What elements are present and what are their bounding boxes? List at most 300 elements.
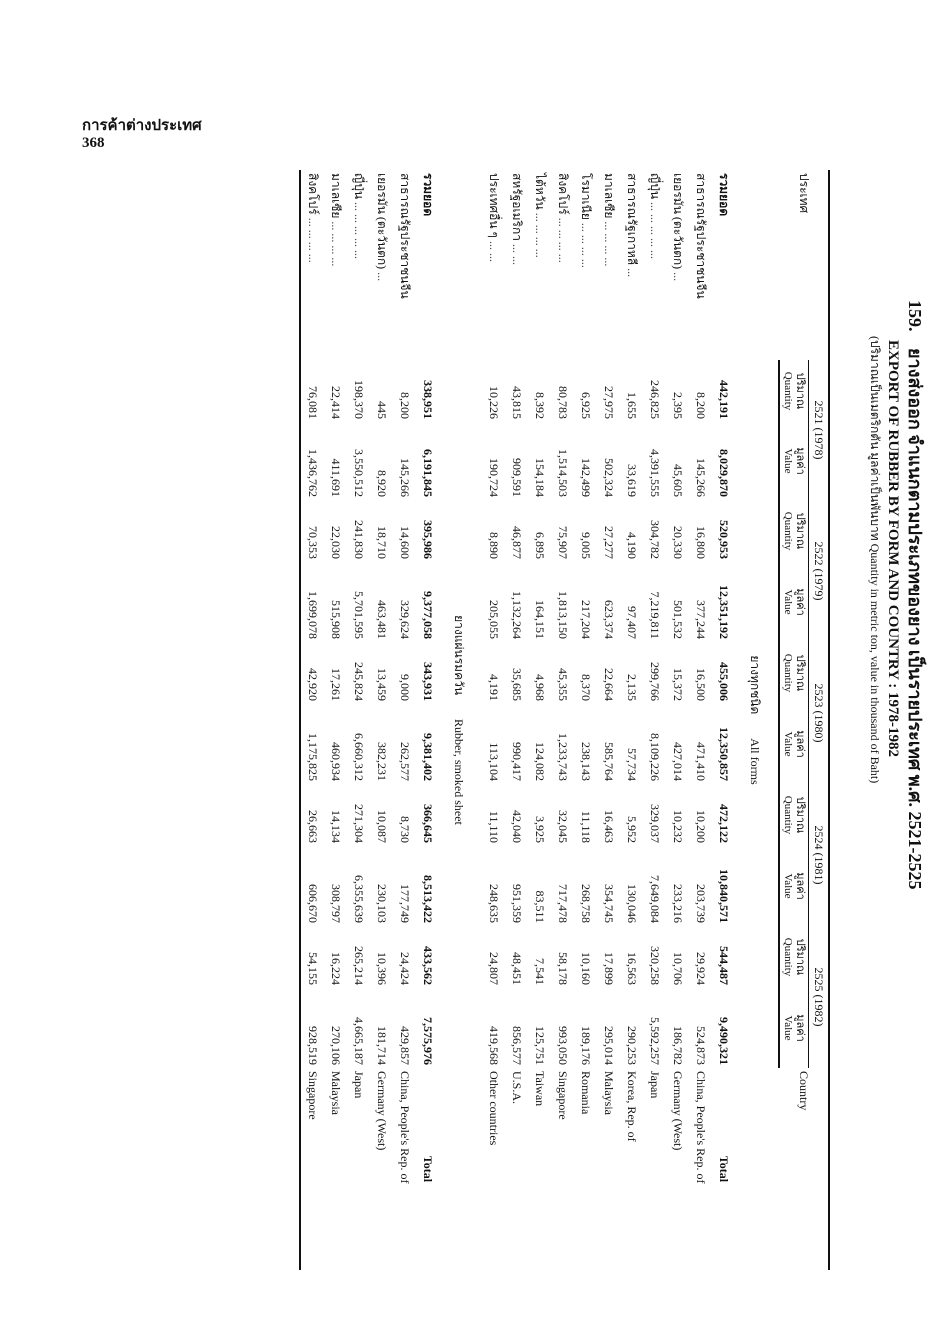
quantity-cell: 17,899: [601, 952, 616, 985]
country-name-english: Other countries: [486, 1071, 501, 1146]
country-name-english: U.S.A.: [509, 1071, 524, 1105]
header-country-thai: ประเทศ: [779, 170, 829, 360]
quantity-cell: 13,459: [374, 668, 389, 701]
leader-dots: ... ... ... ...: [305, 217, 320, 263]
leader-dots: ... ... ... ... ...: [647, 202, 662, 260]
value-cell: 233,216: [670, 884, 685, 923]
header-value-thai: มูลค่า: [794, 730, 806, 758]
value-cell: 411,691: [328, 458, 343, 497]
header-value-thai: มูลค่า: [794, 447, 806, 475]
leader-dots: ... ... ... ...: [532, 212, 547, 258]
quantity-cell: 472,122: [716, 804, 731, 843]
quantity-cell: 16,463: [601, 810, 616, 843]
quantity-cell: 338,951: [420, 380, 435, 419]
quantity-cell: 22,664: [601, 668, 616, 701]
country-name-english: Japan: [351, 1071, 366, 1099]
country-name-english: Singapore: [300, 1068, 324, 1270]
country-name-thai: [689, 170, 712, 360]
country-name-thai: [324, 170, 347, 360]
country-thai-label: เยอรมัน (ตะวันตก): [670, 173, 685, 270]
title-english: EXPORT OF RUBBER BY FORM AND COUNTRY : 1978-1982: [885, 340, 901, 758]
table-body: [300, 170, 779, 1270]
table-row: [324, 170, 347, 1270]
country-name-english: Malaysia: [601, 1071, 616, 1115]
country-name-english: Germany (West): [374, 1071, 389, 1151]
leader-dots: ... ...: [486, 241, 501, 262]
table-row: [666, 170, 689, 1270]
header-country-english: Country: [779, 1068, 829, 1270]
page-header: [82, 118, 202, 153]
table-row: [482, 170, 505, 1270]
country-thai-label: ญี่ปุ่น: [647, 173, 662, 200]
country-name-thai: [551, 170, 574, 360]
quantity-cell: 10,226: [486, 386, 501, 419]
country-thai-label: สิงคโปร์: [555, 173, 570, 215]
value-cell: 113,104: [486, 742, 501, 781]
quantity-cell: 455,006: [716, 662, 731, 701]
quantity-cell: 544,487: [716, 946, 731, 985]
quantity-cell: 11,118: [578, 810, 593, 843]
value-cell: 308,797: [328, 884, 343, 923]
quantity-cell: 329,037: [647, 804, 662, 843]
value-cell: 8,029,870: [716, 449, 731, 497]
header-quantity: [779, 360, 809, 422]
header-quantity-thai: ปริมาณ: [794, 654, 806, 692]
quantity-cell: 22,030: [328, 526, 343, 559]
value-cell: 295,014: [601, 1026, 616, 1065]
quantity-cell: 24,424: [397, 952, 412, 985]
value-cell: 186,782: [670, 1026, 685, 1065]
value-cell: 10,840,571: [716, 869, 731, 923]
quantity-cell: 241,830: [351, 520, 366, 559]
value-cell: 7,649,084: [647, 875, 662, 923]
quantity-cell: 20,330: [670, 526, 685, 559]
header-value-thai: มูลค่า: [794, 588, 806, 616]
leader-dots: ...: [670, 272, 685, 282]
value-cell: 238,143: [578, 742, 593, 781]
country-thai-label: ไต้หวัน: [532, 173, 547, 210]
value-cell: 12,351,192: [716, 585, 731, 639]
value-cell: 1,233,743: [555, 733, 570, 781]
quantity-cell: 27,277: [601, 526, 616, 559]
quantity-cell: 54,155: [300, 926, 324, 988]
country-name-english: Malaysia: [328, 1071, 343, 1115]
country-thai-label: รวมยอด: [420, 173, 435, 217]
quantity-cell: 442,191: [716, 380, 731, 419]
value-cell: 606,670: [300, 846, 324, 926]
value-cell: 164,151: [532, 600, 547, 639]
value-cell: 377,244: [693, 600, 708, 639]
country-name-thai: [712, 170, 735, 360]
country-name-thai: [393, 170, 416, 360]
value-cell: 290,253: [624, 1026, 639, 1065]
header-quantity: [779, 926, 809, 988]
quantity-cell: 18,710: [374, 526, 389, 559]
country-thai-label: สหรัฐอเมริกา: [509, 173, 524, 241]
quantity-cell: 198,370: [351, 380, 366, 419]
country-name-english: Japan: [647, 1071, 662, 1099]
header-value-english: Value: [781, 873, 794, 899]
quantity-cell: 6,895: [532, 532, 547, 559]
value-cell: 145,266: [693, 458, 708, 497]
header-row-years: [809, 170, 830, 1270]
quantity-cell: 4,190: [624, 532, 639, 559]
leader-dots: ...: [624, 268, 639, 278]
header-value-english: Value: [781, 448, 794, 474]
quantity-cell: 8,200: [397, 392, 412, 419]
table-row: [300, 170, 324, 1270]
value-cell: 6,660,312: [351, 733, 366, 781]
value-cell: 268,758: [578, 884, 593, 923]
table-row: [551, 170, 574, 1270]
header-quantity-english: Quantity: [781, 371, 794, 411]
country-thai-label: สาธารณรัฐประชาชนจีน: [397, 173, 412, 299]
section-label-english: Rubber, smoked sheet: [451, 719, 466, 825]
quantity-cell: 520,953: [716, 520, 731, 559]
country-name-english: Total: [716, 1155, 731, 1183]
country-thai-label: สิงคโปร์: [305, 173, 320, 215]
header-quantity-thai: ปริมาณ: [794, 938, 806, 976]
quantity-cell: 10,232: [670, 810, 685, 843]
quantity-cell: 17,261: [328, 668, 343, 701]
quantity-cell: 29,924: [693, 952, 708, 985]
quantity-cell: 9,000: [397, 674, 412, 701]
country-name-english: Germany (West): [670, 1071, 685, 1151]
quantity-cell: 70,353: [300, 500, 324, 562]
value-cell: 585,764: [601, 742, 616, 781]
quantity-cell: 265,214: [351, 946, 366, 985]
country-thai-label: ประเทศอื่น ๆ: [486, 173, 501, 238]
section-header-row: [735, 170, 779, 1270]
quantity-cell: 299,766: [647, 662, 662, 701]
quantity-cell: 46,877: [509, 526, 524, 559]
quantity-cell: 58,178: [555, 952, 570, 985]
header-year: 2522 (1979): [809, 500, 830, 642]
table-row: [347, 170, 370, 1270]
country-name-thai: [416, 170, 439, 360]
value-cell: 248,635: [486, 884, 501, 923]
value-cell: 856,577: [509, 1026, 524, 1065]
rotated-table-region: [180, 170, 940, 1270]
quantity-cell: 343,931: [420, 662, 435, 701]
value-cell: 9,381,402: [420, 733, 435, 781]
country-name-english: Taiwan: [532, 1071, 547, 1107]
value-cell: 45,605: [670, 464, 685, 497]
page-number: 368: [82, 135, 105, 152]
value-cell: 5,592,257: [647, 1017, 662, 1065]
header-quantity-thai: ปริมาณ: [794, 512, 806, 550]
header-quantity-thai: ปริมาณ: [794, 796, 806, 834]
country-thai-label: ญี่ปุ่น: [351, 173, 366, 200]
country-thai-label: รวมยอด: [716, 173, 731, 217]
value-cell: 205,055: [486, 600, 501, 639]
quantity-cell: 7,541: [532, 958, 547, 985]
country-name-thai: [528, 170, 551, 360]
quantity-cell: 8,370: [578, 674, 593, 701]
quantity-cell: 26,663: [300, 784, 324, 846]
quantity-cell: 8,392: [532, 392, 547, 419]
header-value-thai: มูลค่า: [794, 872, 806, 900]
value-cell: 1,132,264: [509, 591, 524, 639]
value-cell: 990,417: [509, 742, 524, 781]
quantity-cell: 35,685: [509, 668, 524, 701]
header-quantity-english: Quantity: [781, 653, 794, 693]
section-header-row: [439, 170, 482, 1270]
value-cell: 501,532: [670, 600, 685, 639]
leader-dots: ... ... ... ...: [601, 221, 616, 267]
country-name-thai: [482, 170, 505, 360]
header-value-english: Value: [781, 731, 794, 757]
value-cell: 33,619: [624, 464, 639, 497]
value-cell: 951,359: [509, 884, 524, 923]
header-value: [779, 704, 809, 784]
quantity-cell: 48,451: [509, 952, 524, 985]
header-year: 2524 (1981): [809, 784, 830, 926]
quantity-cell: 15,372: [670, 668, 685, 701]
header-value-english: Value: [781, 1015, 794, 1041]
value-cell: 154,184: [532, 458, 547, 497]
quantity-cell: 14,600: [397, 526, 412, 559]
quantity-cell: 246,825: [647, 380, 662, 419]
country-name-english: Total: [420, 1155, 435, 1183]
header-quantity-thai: ปริมาณ: [794, 372, 806, 410]
value-cell: 354,745: [601, 884, 616, 923]
value-cell: 230,103: [374, 884, 389, 923]
quantity-cell: 43,815: [509, 386, 524, 419]
value-cell: 460,934: [328, 742, 343, 781]
value-cell: 203,739: [693, 884, 708, 923]
quantity-cell: 6,925: [578, 392, 593, 419]
section-label: [439, 170, 482, 1270]
value-cell: 177,749: [397, 884, 412, 923]
country-thai-label: สาธารณรัฐประชาชนจีน: [693, 173, 708, 299]
value-cell: 3,550,512: [351, 449, 366, 497]
value-cell: 928,519: [300, 988, 324, 1068]
country-name-english: Singapore: [555, 1071, 570, 1120]
value-cell: 1,436,762: [300, 422, 324, 500]
quantity-cell: 10,160: [578, 952, 593, 985]
quantity-cell: 3,925: [532, 816, 547, 843]
quantity-cell: 395,986: [420, 520, 435, 559]
header-value: [779, 988, 809, 1068]
leader-dots: ... ... ... ...: [555, 217, 570, 263]
quantity-cell: 445: [374, 401, 389, 419]
value-cell: 623,374: [601, 600, 616, 639]
value-cell: 83,511: [532, 890, 547, 923]
value-cell: 1,514,503: [555, 449, 570, 497]
quantity-cell: 16,500: [693, 668, 708, 701]
section-label-thai: ยางทุกชนิด: [747, 655, 762, 715]
value-cell: 1,813,150: [555, 591, 570, 639]
total-row: [416, 170, 439, 1270]
quantity-cell: 14,134: [328, 810, 343, 843]
value-cell: 125,751: [532, 1026, 547, 1065]
quantity-cell: 45,355: [555, 668, 570, 701]
quantity-cell: 24,807: [486, 952, 501, 985]
quantity-cell: 8,730: [397, 816, 412, 843]
value-cell: 181,714: [374, 1026, 389, 1065]
quantity-cell: 32,045: [555, 810, 570, 843]
value-cell: 9,377,058: [420, 591, 435, 639]
table-row: [620, 170, 643, 1270]
country-name-english: Korea, Rep. of: [624, 1071, 639, 1142]
value-cell: 427,014: [670, 742, 685, 781]
value-cell: 502,324: [601, 458, 616, 497]
quantity-cell: 4,968: [532, 674, 547, 701]
quantity-cell: 10,706: [670, 952, 685, 985]
value-cell: 145,266: [397, 458, 412, 497]
table-row: [597, 170, 620, 1270]
value-cell: 7,575,976: [420, 1017, 435, 1065]
table-row: [370, 170, 393, 1270]
quantity-cell: 10,396: [374, 952, 389, 985]
quantity-cell: 320,258: [647, 946, 662, 985]
value-cell: 4,391,555: [647, 449, 662, 497]
country-name-thai: [643, 170, 666, 360]
value-cell: 12,350,857: [716, 727, 731, 781]
country-thai-label: มาเลเซีย: [601, 173, 616, 219]
header-quantity: [779, 642, 809, 704]
quantity-cell: 5,952: [624, 816, 639, 843]
quantity-cell: 22,414: [328, 386, 343, 419]
value-cell: 190,724: [486, 458, 501, 497]
quantity-cell: 433,562: [420, 946, 435, 985]
leader-dots: ... ... ... ...: [328, 221, 343, 267]
quantity-cell: 245,824: [351, 662, 366, 701]
quantity-cell: 9,005: [578, 532, 593, 559]
value-cell: 463,481: [374, 600, 389, 639]
country-thai-label: สาธารณรัฐเกาหลี: [624, 173, 639, 266]
table-title: [865, 300, 930, 1220]
table-row: [528, 170, 551, 1270]
value-cell: 909,591: [509, 458, 524, 497]
quantity-cell: 16,563: [624, 952, 639, 985]
value-cell: 429,857: [397, 1026, 412, 1065]
header-quantity: [779, 784, 809, 846]
value-cell: 7,219,811: [647, 591, 662, 639]
value-cell: 382,231: [374, 742, 389, 781]
value-cell: 8,513,422: [420, 875, 435, 923]
quantity-cell: 42,920: [300, 642, 324, 704]
quantity-cell: 2,135: [624, 674, 639, 701]
quantity-cell: 11,110: [486, 810, 501, 843]
value-cell: 524,873: [693, 1026, 708, 1065]
title-thai-line: [901, 300, 930, 1220]
quantity-cell: 271,304: [351, 804, 366, 843]
value-cell: 1,175,825: [300, 704, 324, 784]
country-name-english: China, People's Rep. of: [693, 1071, 708, 1184]
country-name-thai: [300, 170, 324, 360]
country-name-thai: [347, 170, 370, 360]
value-cell: 9,490,321: [716, 1017, 731, 1065]
title-thai: ยางส่งออก จำแนกตามประเภทของยาง เป็นรายประเทศ พ.ศ. 2521-2525: [905, 348, 925, 890]
value-cell: 993,050: [555, 1026, 570, 1065]
country-name-english: China, People's Rep. of: [397, 1071, 412, 1184]
quantity-cell: 2,395: [670, 392, 685, 419]
table-number: 159.: [905, 300, 925, 332]
quantity-cell: 80,783: [555, 386, 570, 419]
title-units: (ปริมาณเป็นเมตริกตัน มูลค่าเป็นพันบาท Quantity in metric ton, value in thousand of Baht): [868, 336, 882, 784]
quantity-cell: 10,200: [693, 810, 708, 843]
table-row: [505, 170, 528, 1270]
header-year: 2523 (1980): [809, 642, 830, 784]
quantity-cell: 366,645: [420, 804, 435, 843]
rubber-export-table: [299, 170, 830, 1270]
value-cell: 1,699,078: [300, 562, 324, 642]
table-row: [393, 170, 416, 1270]
value-cell: 124,082: [532, 742, 547, 781]
header-year: 2525 (1982): [809, 926, 830, 1068]
section-label: [735, 170, 779, 1270]
value-cell: 57,734: [624, 748, 639, 781]
table-row: [689, 170, 712, 1270]
country-name-thai: [666, 170, 689, 360]
country-thai-label: มาเลเซีย: [328, 173, 343, 219]
value-cell: 717,478: [555, 884, 570, 923]
quantity-cell: 4,191: [486, 674, 501, 701]
header-year: 2521 (1978): [809, 360, 830, 500]
value-cell: 8,109,226: [647, 733, 662, 781]
value-cell: 329,624: [397, 600, 412, 639]
value-cell: 8,920: [374, 470, 389, 497]
section-label-english: All forms: [747, 738, 762, 785]
quantity-cell: 16,224: [328, 952, 343, 985]
leader-dots: ... ... ... ... ...: [351, 202, 366, 260]
country-name-thai: [370, 170, 393, 360]
value-cell: 217,204: [578, 600, 593, 639]
table-row: [643, 170, 666, 1270]
quantity-cell: 27,975: [601, 386, 616, 419]
country-name-thai: [505, 170, 528, 360]
leader-dots: ... ...: [509, 243, 524, 265]
value-cell: 515,908: [328, 600, 343, 639]
header-quantity: [779, 500, 809, 562]
value-cell: 5,701,595: [351, 591, 366, 639]
quantity-cell: 42,040: [509, 810, 524, 843]
header-value: [779, 422, 809, 500]
quantity-cell: 16,800: [693, 526, 708, 559]
header-value: [779, 562, 809, 642]
value-cell: 262,577: [397, 742, 412, 781]
value-cell: 6,191,845: [420, 449, 435, 497]
table-row: [574, 170, 597, 1270]
header-value-thai: มูลค่า: [794, 1014, 806, 1042]
value-cell: 142,499: [578, 458, 593, 497]
value-cell: 130,046: [624, 884, 639, 923]
value-cell: 471,410: [693, 742, 708, 781]
leader-dots: ...: [374, 272, 389, 282]
quantity-cell: 76,081: [300, 360, 324, 422]
section-title: การค้าต่างประเทศ: [82, 118, 202, 134]
quantity-cell: 304,782: [647, 520, 662, 559]
country-name-thai: [620, 170, 643, 360]
value-cell: 419,568: [486, 1026, 501, 1065]
value-cell: 189,176: [578, 1026, 593, 1065]
country-name-thai: [574, 170, 597, 360]
value-cell: 4,665,187: [351, 1017, 366, 1065]
country-name-thai: [597, 170, 620, 360]
value-cell: 97,407: [624, 606, 639, 639]
section-label-thai: ยางแผ่นรมควัน: [451, 615, 466, 696]
value-cell: 270,106: [328, 1026, 343, 1065]
header-value-english: Value: [781, 589, 794, 615]
quantity-cell: 1,655: [624, 392, 639, 419]
quantity-cell: 75,907: [555, 526, 570, 559]
country-thai-label: เยอรมัน (ตะวันตก): [374, 173, 389, 270]
quantity-cell: 8,890: [486, 532, 501, 559]
country-thai-label: โรมาเนีย: [578, 173, 593, 220]
header-quantity-english: Quantity: [781, 937, 794, 977]
